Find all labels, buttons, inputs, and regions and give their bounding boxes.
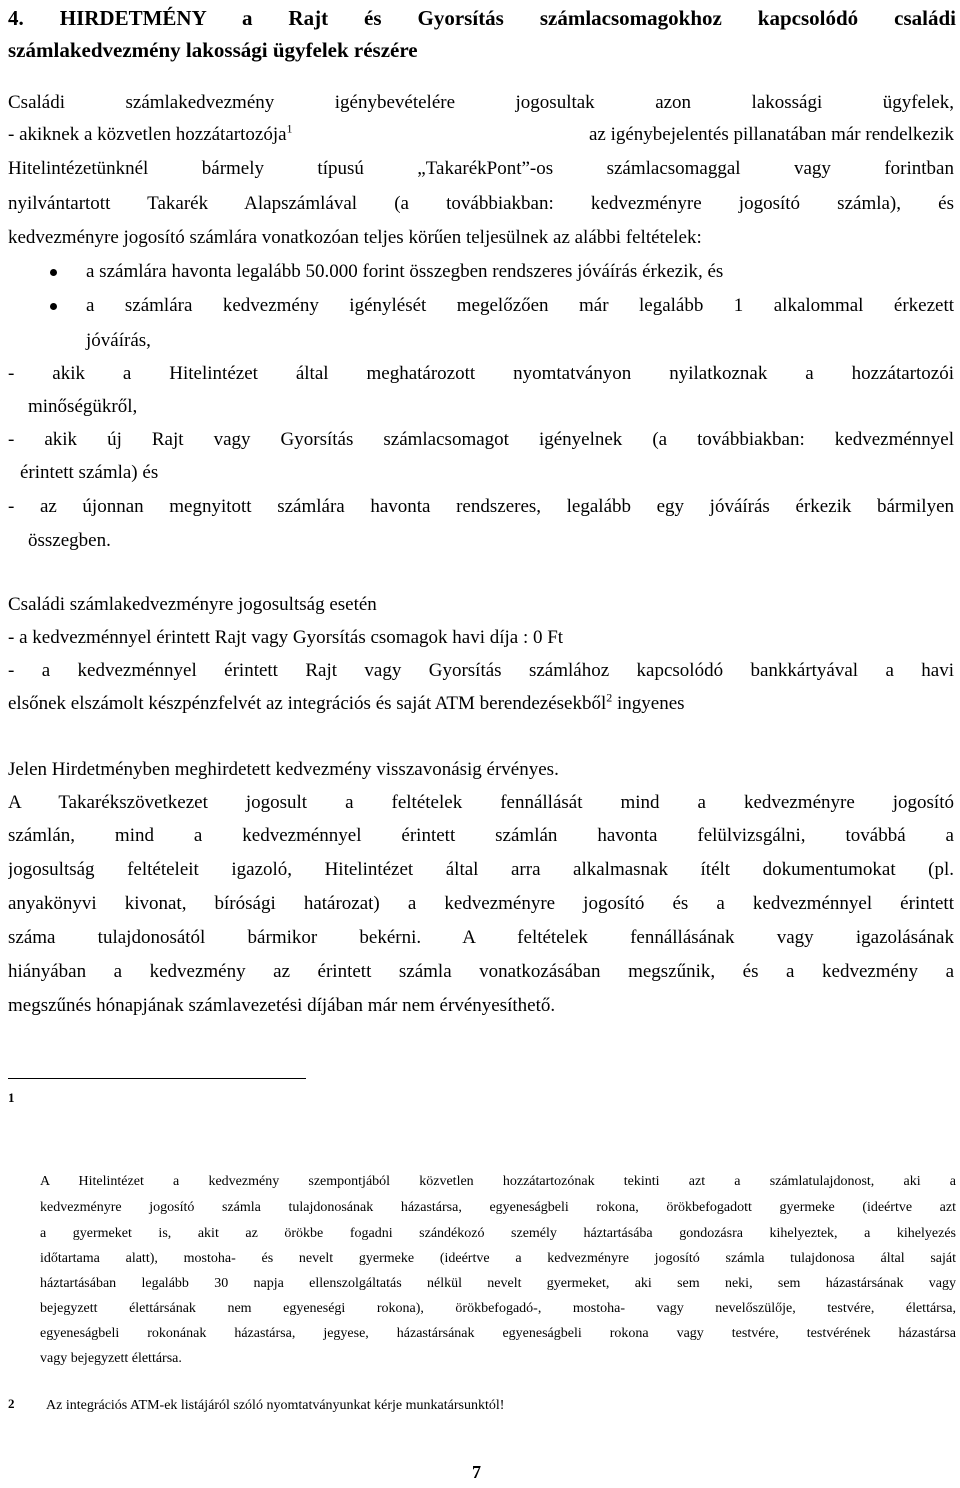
validity-line-3: számlán, mind a kedvezménnyel érintett számlán havonta felülvizsgálni, továbbá a bbox=[8, 825, 954, 846]
condition-2-line-1: - akik új Rajt vagy Gyorsítás számlacsomagot igényelnek (a továbbiakban: kedvezménnyel bbox=[8, 429, 954, 450]
footnote-1-line-6: bejegyzett élettársának nem egyeneségi rokona), örökbefogadó-, mostoha- vagy nevelőszülője, testvére, élettársa, bbox=[40, 1301, 956, 1316]
benefits-heading: Családi számlakedvezményre jogosultság esetén bbox=[8, 594, 377, 615]
footnote-2: Az integrációs ATM-ek listájáról szóló nyomtatványunkat kérje munkatársunktól! bbox=[46, 1398, 505, 1413]
footnote-1-line-4: időtartama alatt), mostoha- és nevelt gyermeke (ideértve a kedvezményre jogosító számla tulajdonosa által saját bbox=[40, 1251, 956, 1266]
validity-line-6: száma tulajdonosától bármikor bekérni. A feltételek fennállásának vagy igazolásának bbox=[8, 927, 954, 948]
bullet-dot-icon bbox=[50, 269, 57, 276]
condition-1-line-1: - akik a Hitelintézet által meghatározott nyomtatványon nyilatkoznak a hozzátartozói bbox=[8, 363, 954, 384]
condition-1-line-2: minőségükről, bbox=[28, 396, 138, 417]
page-title bbox=[8, 2, 956, 66]
intro-line-3: Hitelintézetünknél bármely típusú „TakarékPont”-os számlacsomaggal vagy forintban bbox=[8, 158, 954, 179]
benefit-1: - a kedvezménnyel érintett Rajt vagy Gyorsítás csomagok havi díja : 0 Ft bbox=[8, 627, 564, 648]
intro-line-1: Családi számlakedvezmény igénybevételére jogosultak azon lakossági ügyfelek, bbox=[8, 92, 954, 113]
intro-line-4: nyilvántartott Takarék Alapszámlával (a továbbiakban: kedvezményre jogosító számla), és bbox=[8, 193, 954, 214]
benefit-2-line-2: elsőnek elszámolt készpénzfelvét az integrációs és saját ATM berendezésekből$^2$ ingyenes bbox=[8, 690, 685, 714]
footnote-ref-2: 2 bbox=[606, 690, 613, 705]
intro-line-5: kedvezményre jogosító számlára vonatkozóan teljes körűen teljesülnek az alábbi feltételek: bbox=[8, 227, 702, 248]
page-number: 7 bbox=[472, 1462, 481, 1482]
footnote-marker-2: 2 bbox=[8, 1396, 15, 1411]
footnote-1-line-8: vagy bejegyzett élettársa. bbox=[40, 1351, 182, 1366]
condition-2-line-2: érintett számla) és bbox=[20, 462, 159, 483]
validity-line-7: hiányában a kedvezmény az érintett számla vonatkozásában megszűnik, és a kedvezmény a bbox=[8, 961, 954, 982]
intro-line-2-end: az igénybejelentés pillanatában már rendelkezik bbox=[588, 124, 954, 145]
condition-3-line-2: összegben. bbox=[28, 530, 111, 551]
footnote-1-line-1: A Hitelintézet a kedvezmény szempontjából közvetlen hozzátartozónak tekinti azt a számlatulajdonost, aki a bbox=[40, 1174, 956, 1189]
footnote-1-line-2: kedvezményre jogosító számla tulajdonosának házastársa, egyeneságbeli rokona, örökbefogadott gyermeke (ideértve azt bbox=[40, 1200, 956, 1215]
title-line-2: számlakedvezmény lakossági ügyfelek részére bbox=[8, 38, 418, 62]
bullet-dot-icon bbox=[50, 303, 57, 310]
intro-line-2 bbox=[8, 121, 954, 146]
benefit-2-line-1: - a kedvezménnyel érintett Rajt vagy Gyorsítás számlához kapcsolódó bankkártyával a havi bbox=[8, 660, 954, 681]
bullet-item-1: a számlára havonta legalább 50.000 forint összegben rendszeres jóváírás érkezik, és bbox=[86, 261, 724, 282]
bullet-item-2-line-1: a számlára kedvezmény igénylését megelőzően már legalább 1 alkalommal érkezett bbox=[86, 295, 954, 316]
validity-line-1: Jelen Hirdetményben meghirdetett kedvezmény visszavonásig érvényes. bbox=[8, 759, 559, 780]
footnote-separator bbox=[8, 1078, 306, 1079]
bullet-item-2-line-2: jóváírás, bbox=[86, 330, 151, 351]
validity-line-8: megszűnés hónapjának számlavezetési díjában már nem érvényesíthető. bbox=[8, 995, 556, 1016]
validity-line-5: anyakönyvi kivonat, bírósági határozat) a kedvezményre jogosító és a kedvezménnyel érintett bbox=[8, 893, 954, 914]
footnote-1-line-5: háztartásában legalább 30 napja ellenszolgáltatás nélkül nevelt gyermeket, aki sem neki, sem házastársának vagy bbox=[40, 1276, 956, 1291]
footnote-ref-1: 1 bbox=[286, 121, 293, 136]
footnote-1-line-3: a gyermeket is, akit az örökbe fogadni szándékozó személy háztartásába gondozásra kihelyeztek, a kihelyezés bbox=[40, 1226, 956, 1241]
footnote-1-line-7: egyeneságbeli rokonának házastársa, jegyese, házastársának egyeneságbeli rokona vagy testvére, testvérének házastársa bbox=[40, 1326, 956, 1341]
condition-3-line-1: - az újonnan megnyitott számlára havonta rendszeres, legalább egy jóváírás érkezik bármilyen bbox=[8, 496, 954, 517]
intro-line-2-start: - akiknek a közvetlen hozzátartozója$^1$ bbox=[8, 121, 293, 145]
validity-line-4: jogosultság feltételeit igazoló, Hitelintézet által arra alkalmasnak ítélt dokumentumokat (pl. bbox=[8, 859, 954, 880]
validity-line-2: A Takarékszövetkezet jogosult a feltételek fennállását mind a kedvezményre jogosító bbox=[8, 792, 954, 813]
title-line-1: 4. HIRDETMÉNY a Rajt és Gyorsítás számlacsomagokhoz kapcsolódó családi bbox=[8, 6, 956, 30]
footnote-marker-1: 1 bbox=[8, 1090, 15, 1105]
